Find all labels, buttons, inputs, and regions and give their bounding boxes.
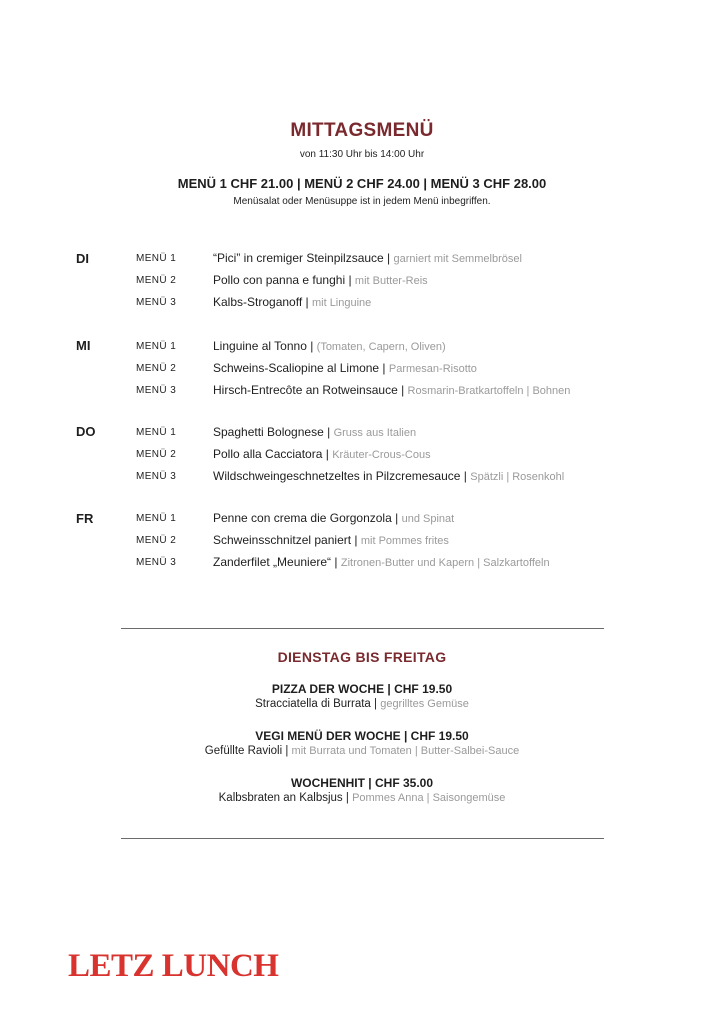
page-title: MITTAGSMENÜ: [290, 120, 434, 141]
brand-logo: LETZ LUNCH: [68, 948, 279, 984]
dish-item: [213, 361, 477, 375]
dish-side: Rosmarin-Bratkartoffeln | Bohnen: [407, 385, 571, 397]
menu-number: MENÜ 3: [136, 471, 177, 482]
menu-number: MENÜ 2: [136, 363, 177, 374]
dish-side: Spätzli | Rosenkohl: [470, 471, 565, 483]
dish-item: [213, 383, 570, 397]
menu-number: MENÜ 3: [136, 557, 177, 568]
special-title: WOCHENHIT | CHF 35.00: [290, 776, 434, 790]
section-title: DIENSTAG BIS FREITAG: [277, 649, 447, 665]
menu-prices: MENÜ 1 CHF 21.00 | MENÜ 2 CHF 24.00 | MENÜ 3 CHF 28.00: [177, 176, 547, 191]
opening-hours: von 11:30 Uhr bis 14:00 Uhr: [299, 149, 425, 160]
menu-number: MENÜ 2: [136, 449, 177, 460]
menu-number: MENÜ 3: [136, 385, 177, 396]
special-title: VEGI MENÜ DER WOCHE | CHF 19.50: [255, 729, 469, 743]
dish-name: Zanderfilet „Meuniere“ |: [213, 555, 338, 569]
menu-number: MENÜ 1: [136, 253, 177, 264]
dish-item: [213, 533, 449, 547]
day-label: MI: [76, 338, 91, 353]
dish-item: [213, 273, 428, 287]
dish-side: Gruss aus Italien: [333, 427, 417, 439]
dish-side: mit Butter-Reis: [354, 275, 428, 287]
dish-side: (Tomaten, Capern, Oliven): [316, 341, 446, 353]
dish-item: [213, 425, 416, 439]
dish-name: Spaghetti Bolognese |: [213, 425, 331, 439]
menu-number: MENÜ 2: [136, 535, 177, 546]
dish-item: [213, 469, 564, 483]
dish-item: [213, 295, 371, 309]
special-side: mit Burrata und Tomaten | Butter-Salbei-Sauce: [291, 745, 520, 757]
day-label: FR: [76, 511, 94, 526]
divider: [121, 838, 604, 839]
dish-name: Kalbs-Stroganoff |: [213, 295, 309, 309]
dish-name: Schweinsschnitzel paniert |: [213, 533, 358, 547]
special-description: [0, 698, 724, 710]
dish-name: Pollo con panna e funghi |: [213, 273, 352, 287]
dish-name: “Pici” in cremiger Steinpilzsauce |: [213, 251, 391, 265]
special-dish: Kalbsbraten an Kalbsjus |: [218, 792, 349, 804]
dish-name: Schweins-Scaliopine al Limone |: [213, 361, 386, 375]
menu-number: MENÜ 1: [136, 513, 177, 524]
special-title: PIZZA DER WOCHE | CHF 19.50: [271, 682, 453, 696]
dish-side: und Spinat: [401, 513, 455, 525]
dish-name: Pollo alla Cacciatora |: [213, 447, 329, 461]
dish-side: Parmesan-Risotto: [388, 363, 477, 375]
dish-side: mit Pommes frites: [360, 535, 449, 547]
dish-item: [213, 447, 431, 461]
dish-name: Penne con crema die Gorgonzola |: [213, 511, 399, 525]
menu-number: MENÜ 1: [136, 427, 177, 438]
dish-name: Hirsch-Entrecôte an Rotweinsauce |: [213, 383, 405, 397]
special-dish: Gefüllte Ravioli |: [204, 745, 289, 757]
dish-item: [213, 555, 550, 569]
dish-name: Linguine al Tonno |: [213, 339, 314, 353]
special-side: gegrilltes Gemüse: [380, 698, 469, 710]
menu-number: MENÜ 2: [136, 275, 177, 286]
dish-side: mit Linguine: [311, 297, 372, 309]
included-note: Menüsalat oder Menüsuppe ist in jedem Menü inbegriffen.: [233, 196, 491, 207]
special-dish: Stracciatella di Burrata |: [255, 698, 377, 710]
menu-number: MENÜ 3: [136, 297, 177, 308]
dish-item: [213, 339, 446, 353]
dish-side: Zitronen-Butter und Kapern | Salzkartoffeln: [340, 557, 550, 569]
dish-name: Wildschweingeschnetzeltes in Pilzcremesauce |: [213, 469, 467, 483]
dish-item: [213, 511, 454, 525]
menu-number: MENÜ 1: [136, 341, 177, 352]
day-label: DI: [76, 251, 89, 266]
dish-side: Kräuter-Crous-Cous: [332, 449, 431, 461]
divider: [121, 628, 604, 629]
dish-side: garniert mit Semmelbrösel: [393, 253, 522, 265]
dish-item: [213, 251, 522, 265]
day-label: DO: [76, 424, 96, 439]
special-description: [0, 745, 724, 757]
special-side: Pommes Anna | Saisongemüse: [352, 792, 506, 804]
special-description: [0, 792, 724, 804]
